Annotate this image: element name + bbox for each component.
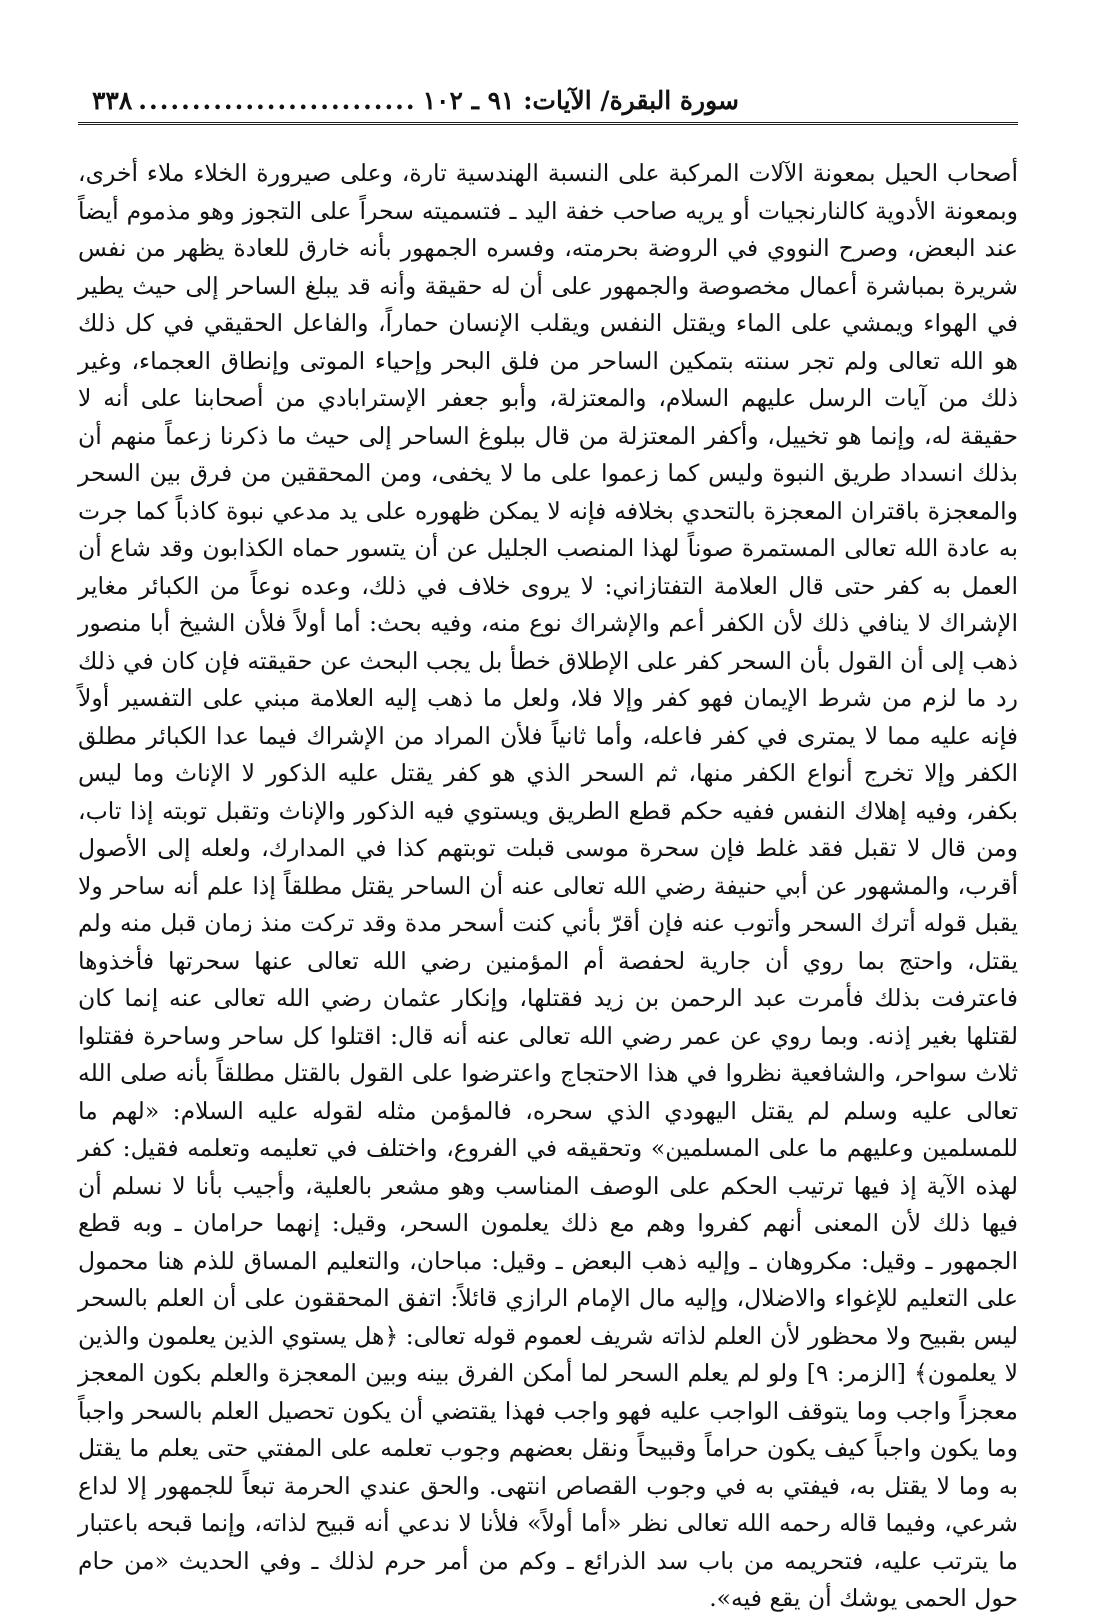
document-page — [78, 78, 1018, 1612]
header-leader-dots: .......................... — [138, 85, 417, 115]
chapter-title: سورة البقرة/ الآيات: ٩١ ـ ١٠٢ — [422, 85, 739, 115]
body-paragraph: أصحاب الحيل بمعونة الآلات المركبة على النسبة الهندسية تارة، وعلى صيرورة الخلاء ملاء أخرى، وبمعونة الأدوية كالنارنجيات أو يريه صاحب خفة اليد ـ فتسميته سحراً على التجوز وهو مذموم أيضاً عند البعض، وصرح النووي في الروضة بحرمته، وفسره الجمهور بأنه خارق للعادة يظهر من نفس شريرة بمباشرة أعمال مخصوصة والجمهور على أن له حقيقة وأنه قد يبلغ الساحر إلى حيث يطير في الهواء ويمشي على الماء ويقتل النفس ويقلب الإنسان حماراً، والفاعل الحقيقي في كل ذلك هو الله تعالى ولم تجر سنته بتمكين الساحر من فلق البحر وإحياء الموتى وإنطاق العجماء، وغير ذلك من آيات الرسل عليهم السلام، والمعتزلة، وأبو جعفر الإسترابادي من أصحابنا على أنه لا حقيقة له، وإنما هو تخييل، وأكفر المعتزلة من قال ببلوغ الساحر إلى حيث ما ذكرنا زعماً منهم أن بذلك انسداد طريق النبوة وليس كما زعموا على ما لا يخفى، ومن المحققين من فرق بين السحر والمعجزة باقتران المعجزة بالتحدي بخلافه فإنه لا يمكن ظهوره على يد مدعي نبوة كاذباً كما جرت به عادة الله تعالى المستمرة صوناً لهذا المنصب الجليل عن أن يتسور حماه الكذابون وقد شاع أن العمل به كفر حتى قال العلامة التفتازاني: لا يروى خلاف في ذلك، وعده نوعاً من الكبائر مغاير الإشراك لا ينافي ذلك لأن الكفر أعم والإشراك نوع منه، وفيه بحث: أما أولاً فلأن الشيخ أبا منصور ذهب إلى أن القول بأن السحر كفر على الإطلاق خطأ بل يجب البحث عن حقيقته فإن كان في ذلك رد ما لزم من شرط الإيمان فهو كفر وإلا فلا، ولعل ما ذهب إليه العلامة مبني على التفسير أولاً فإنه عليه مما لا يمترى في كفر فاعله، وأما ثانياً فلأن المراد من الإشراك فيما عدا الكبائر مطلق الكفر وإلا تخرج أنواع الكفر منها، ثم السحر الذي هو كفر يقتل عليه الذكور لا الإناث وما ليس بكفر، وفيه إهلاك النفس ففيه حكم قطع الطريق ويستوي فيه الذكور والإناث وتقبل توبته إذا تاب، ومن قال لا تقبل فقد غلط فإن سحرة موسى قبلت توبتهم كذا في المدارك، ولعله إلى الأصول أقرب، والمشهور عن أبي حنيفة رضي الله تعالى عنه أن الساحر يقتل مطلقاً إذا علم أنه ساحر ولا يقبل قوله أترك السحر وأتوب عنه فإن أقرّ بأني كنت أسحر مدة وقد تركت منذ زمان قبل منه ولم يقتل، واحتج بما روي أن جارية لحفصة أم المؤمنين رضي الله تعالى عنها سحرتها فأخذوها فاعترفت بذلك فأمرت عبد الرحمن بن زيد فقتلها، وإنكار عثمان رضي الله تعالى عنه إنما كان لقتلها بغير إذنه. وبما روي عن عمر رضي الله تعالى عنه أنه قال: اقتلوا كل ساحر وساحرة فقتلوا ثلاث سواحر، والشافعية نظروا في هذا الاحتجاج واعترضوا على القول بالقتل مطلقاً بأنه صلى الله تعالى عليه وسلم لم يقتل اليهودي الذي سحره، فالمؤمن مثله لقوله عليه السلام: «لهم ما للمسلمين وعليهم ما على المسلمين» وتحقيقه في الفروع، واختلف في تعليمه وتعلمه فقيل: كفر لهذه الآية إذ فيها ترتيب الحكم على الوصف المناسب وهو مشعر بالعلية، وأجيب بأنا لا نسلم أن فيها ذلك لأن المعنى أنهم كفروا وهم مع ذلك يعلمون السحر، وقيل: إنهما حرامان ـ وبه قطع الجمهور ـ وقيل: مكروهان ـ وإليه ذهب البعض ـ وقيل: مباحان، والتعليم المساق للذم هنا محمول على التعليم للإغواء والاضلال، وإليه مال الإمام الرازي قائلاً: اتفق المحققون على أن العلم بالسحر ليس بقبيح ولا محظور لأن العلم لذاته شريف لعموم قوله تعالى: ﴿هل يستوي الذين يعلمون والذين لا يعلمون﴾ [الزمر: ٩] ولو لم يعلم السحر لما أمكن الفرق بينه وبين المعجزة والعلم بكون المعجز معجزاً واجب وما يتوقف الواجب عليه فهو واجب فهذا يقتضي أن يكون تحصيل العلم بالسحر واجباً وما يكون واجباً كيف يكون حراماً وقبيحاً ونقل بعضهم وجوب تعلمه على المفتي حتى يعلم ما يقتل به وما لا يقتل به، فيفتي به في وجوب القصاص انتهى. والحق عندي الحرمة تبعاً للجمهور إلا لداع شرعي، وفيما قاله رحمه الله تعالى نظر «أما أولاً» فلأنا لا ندعي أنه قبيح لذاته، وإنما قبحه باعتبار ما يترتب عليه، فتحريمه من باب سد الذرائع ـ وكم من أمر حرم لذلك ـ وفي الحديث «من حام حول الحمى يوشك أن يقع فيه». — [78, 159, 1018, 1612]
page-header — [78, 78, 1018, 125]
page-number: ٣٣٨ — [92, 85, 133, 115]
body-text-block — [78, 155, 1018, 1618]
